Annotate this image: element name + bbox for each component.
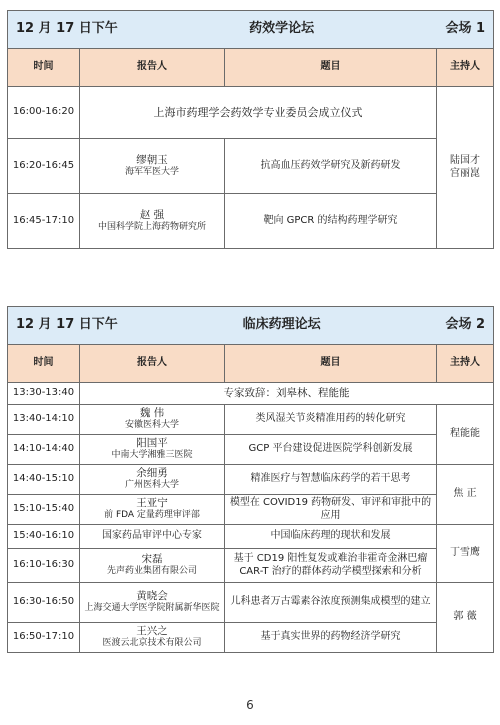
table-row <box>8 623 494 653</box>
table-row <box>8 139 494 194</box>
forum1-name: 药效学论坛 <box>249 21 315 37</box>
topic-cell: GCP 平台建设促进医院学科创新发展 <box>225 435 437 465</box>
host-cell: 郭 薇 <box>437 583 494 653</box>
forum2-title-row <box>8 307 494 345</box>
speaker-cell <box>80 194 225 249</box>
speaker-name: 王兴之 <box>136 625 168 638</box>
speaker-name: 阳国平 <box>136 437 168 450</box>
topic-cell: 靶向 GPCR 的结构药理学研究 <box>225 194 437 249</box>
time-cell: 14:40-15:10 <box>8 465 80 495</box>
speaker-org: 海军军医大学 <box>124 166 179 177</box>
host-cell: 程能能 <box>437 405 494 465</box>
speaker-org: 前 FDA 定量药理审评部 <box>104 510 200 521</box>
topic-cell: 抗高血压药效学研究及新药研发 <box>225 139 437 194</box>
forum2-table <box>7 306 494 653</box>
speaker-cell <box>80 465 225 495</box>
time-cell: 14:10-14:40 <box>8 435 80 465</box>
time-cell: 15:10-15:40 <box>8 495 80 525</box>
topic-cell: 类风湿关节炎精准用药的转化研究 <box>225 405 437 435</box>
topic-cell: 模型在 COVID19 药物研发、审评和审批中的应用 <box>225 495 437 525</box>
forum2-header-row <box>8 345 494 383</box>
time-cell: 16:20-16:45 <box>8 139 80 194</box>
speaker-name: 黄晓会 <box>136 590 168 603</box>
speaker-org: 中南大学湘雅三医院 <box>111 450 193 461</box>
speaker-name: 余细勇 <box>136 467 168 480</box>
speaker-org: 上海交通大学医学院附属新华医院 <box>84 603 220 614</box>
time-cell: 16:50-17:10 <box>8 623 80 653</box>
time-cell: 13:30-13:40 <box>8 383 80 405</box>
speaker-name: 宋磊 <box>141 553 163 566</box>
host-name: 陆国才 <box>450 155 481 166</box>
table-row <box>8 435 494 465</box>
speaker-cell <box>80 405 225 435</box>
forum2-date: 12 月 17 日下午 <box>16 317 118 333</box>
table-row <box>8 405 494 435</box>
speaker-name: 王亚宁 <box>136 497 168 510</box>
table-row <box>8 495 494 525</box>
speaker-cell <box>80 435 225 465</box>
speaker-cell <box>80 139 225 194</box>
topic-cell: 基于真实世界的药物经济学研究 <box>225 623 437 653</box>
table-row <box>8 583 494 623</box>
speaker-cell <box>80 583 225 623</box>
speaker-cell <box>80 623 225 653</box>
table-row <box>8 194 494 249</box>
forum1-venue: 会场 1 <box>445 21 486 37</box>
time-cell: 16:30-16:50 <box>8 583 80 623</box>
speaker-org: 安徽医科大学 <box>124 420 179 431</box>
forum1-header-row <box>8 49 494 87</box>
topic-cell: 基于 CD19 阳性复发或难治非霍奇金淋巴瘤 CAR-T 治疗的群体药动学模型探索和分析 <box>225 549 437 583</box>
topic-cell: 中国临床药理的现状和发展 <box>225 525 437 549</box>
table-row <box>8 525 494 549</box>
header-speaker: 报告人 <box>80 49 225 87</box>
table-row <box>8 549 494 583</box>
topic-cell: 精准医疗与智慧临床药学的若干思考 <box>225 465 437 495</box>
host-cell: 焦 正 <box>437 465 494 525</box>
header-time: 时间 <box>8 49 80 87</box>
header-topic: 题目 <box>225 49 437 87</box>
time-cell: 15:40-16:10 <box>8 525 80 549</box>
table-row <box>8 87 494 139</box>
header-time: 时间 <box>8 345 80 383</box>
speaker-org: 中国科学院上海药物研究所 <box>97 221 206 232</box>
opening-cell: 专家致辞：刘皋林、程能能 <box>80 383 494 405</box>
forum2-venue: 会场 2 <box>445 317 486 333</box>
speaker-name: 赵 强 <box>139 208 165 221</box>
forum1-title-row <box>8 11 494 49</box>
forum1-date: 12 月 17 日下午 <box>16 21 118 37</box>
speaker-cell <box>80 495 225 525</box>
speaker-org: 医渡云北京技术有限公司 <box>102 638 202 649</box>
header-host: 主持人 <box>437 49 494 87</box>
topic-cell: 儿科患者万古霉素谷浓度预测集成模型的建立 <box>225 583 437 623</box>
time-cell: 16:10-16:30 <box>8 549 80 583</box>
ceremony-cell: 上海市药理学会药效学专业委员会成立仪式 <box>80 87 437 139</box>
host-cell <box>437 87 494 249</box>
table-row <box>8 383 494 405</box>
speaker-cell <box>80 549 225 583</box>
forum1-table <box>7 10 494 249</box>
page-number: 6 <box>246 698 254 712</box>
header-speaker: 报告人 <box>80 345 225 383</box>
table-row <box>8 465 494 495</box>
forum2-name: 临床药理论坛 <box>242 317 321 333</box>
header-topic: 题目 <box>225 345 437 383</box>
host-name: 宫丽崑 <box>450 167 481 179</box>
speaker-org: 先声药业集团有限公司 <box>106 566 197 577</box>
time-cell: 13:40-14:10 <box>8 405 80 435</box>
speaker-cell: 国家药品审评中心专家 <box>80 525 225 549</box>
header-host: 主持人 <box>437 345 494 383</box>
speaker-name: 缪朝玉 <box>136 153 168 166</box>
host-cell: 丁雪鹰 <box>437 525 494 583</box>
speaker-name: 魏 伟 <box>139 407 165 420</box>
time-cell: 16:45-17:10 <box>8 194 80 249</box>
time-cell: 16:00-16:20 <box>8 87 80 139</box>
speaker-org: 广州医科大学 <box>124 480 179 491</box>
